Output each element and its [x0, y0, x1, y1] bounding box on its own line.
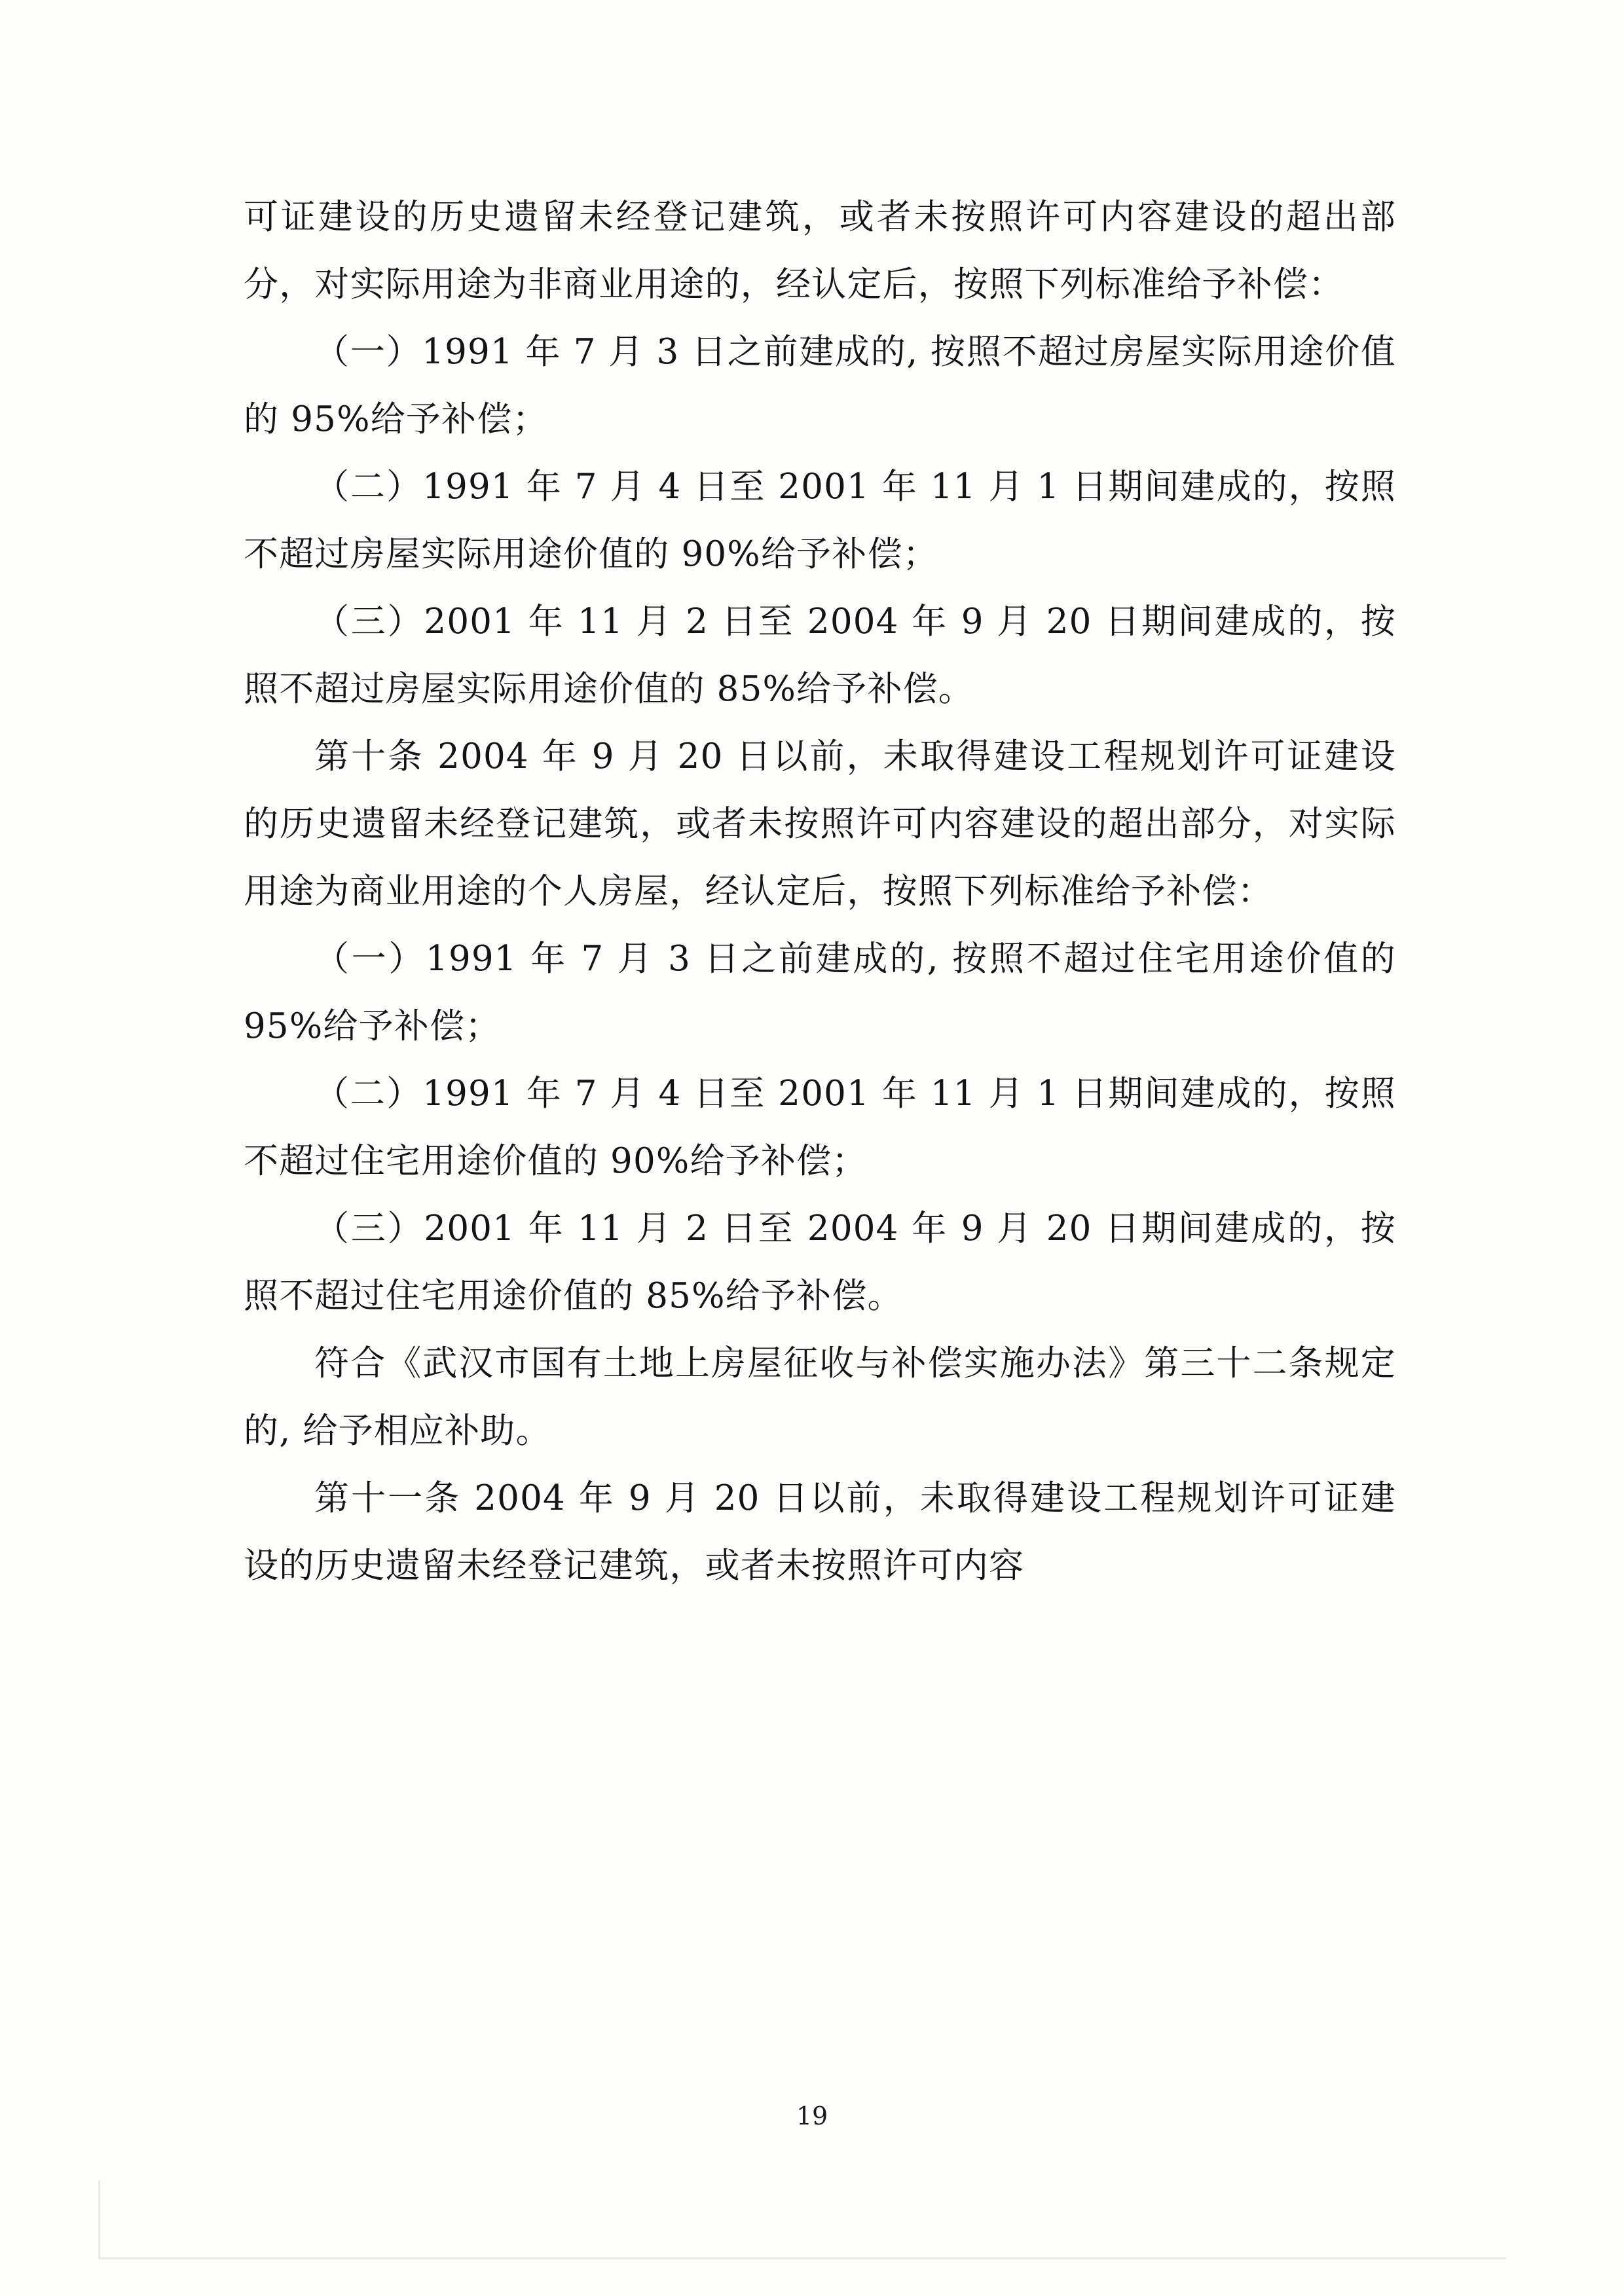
- paragraph: （三）2001 年 11 月 2 日至 2004 年 9 月 20 日期间建成的，按照不超过住宅用途价值的 85%给予补偿。: [244, 1209, 1396, 1316]
- paragraph: 可证建设的历史遗留未经登记建筑，或者未按照许可内容建设的超出部分，对实际用途为非商业用途的，经认定后，按照下列标准给予补偿：: [244, 197, 1396, 304]
- paragraph: 第十一条 2004 年 9 月 20 日以前，未取得建设工程规划许可证建设的历史遗留未经登记建筑，或者未按照许可内容: [244, 1478, 1396, 1586]
- paragraph: （一）1991 年 7 月 3 日之前建成的, 按照不超过住宅用途价值的 95%给予补偿；: [244, 939, 1396, 1046]
- scan-edge-mark-bottom: [98, 2257, 1506, 2259]
- paragraph: 第十条 2004 年 9 月 20 日以前，未取得建设工程规划许可证建设的历史遗留未经登记建筑，或者未按照许可内容建设的超出部分，对实际用途为商业用途的个人房屋，经认定后，按照下列标准给予补偿：: [244, 737, 1396, 911]
- page-number: 19: [796, 2102, 828, 2130]
- scan-edge-mark-left: [98, 2180, 100, 2259]
- paragraph: （二）1991 年 7 月 4 日至 2001 年 11 月 1 日期间建成的，按照不超过房屋实际用途价值的 90%给予补偿；: [244, 467, 1396, 574]
- paragraph: 符合《武汉市国有土地上房屋征收与补偿实施办法》第三十二条规定的, 给予相应补助。: [244, 1343, 1396, 1451]
- paragraph: （二）1991 年 7 月 4 日至 2001 年 11 月 1 日期间建成的，按照不超过住宅用途价值的 90%给予补偿；: [244, 1074, 1396, 1181]
- document-body: [244, 183, 1396, 1599]
- paragraph: （一）1991 年 7 月 3 日之前建成的, 按照不超过房屋实际用途价值的 95%给予补偿；: [244, 332, 1396, 439]
- paragraph: （三）2001 年 11 月 2 日至 2004 年 9 月 20 日期间建成的，按照不超过房屋实际用途价值的 85%给予补偿。: [244, 602, 1396, 709]
